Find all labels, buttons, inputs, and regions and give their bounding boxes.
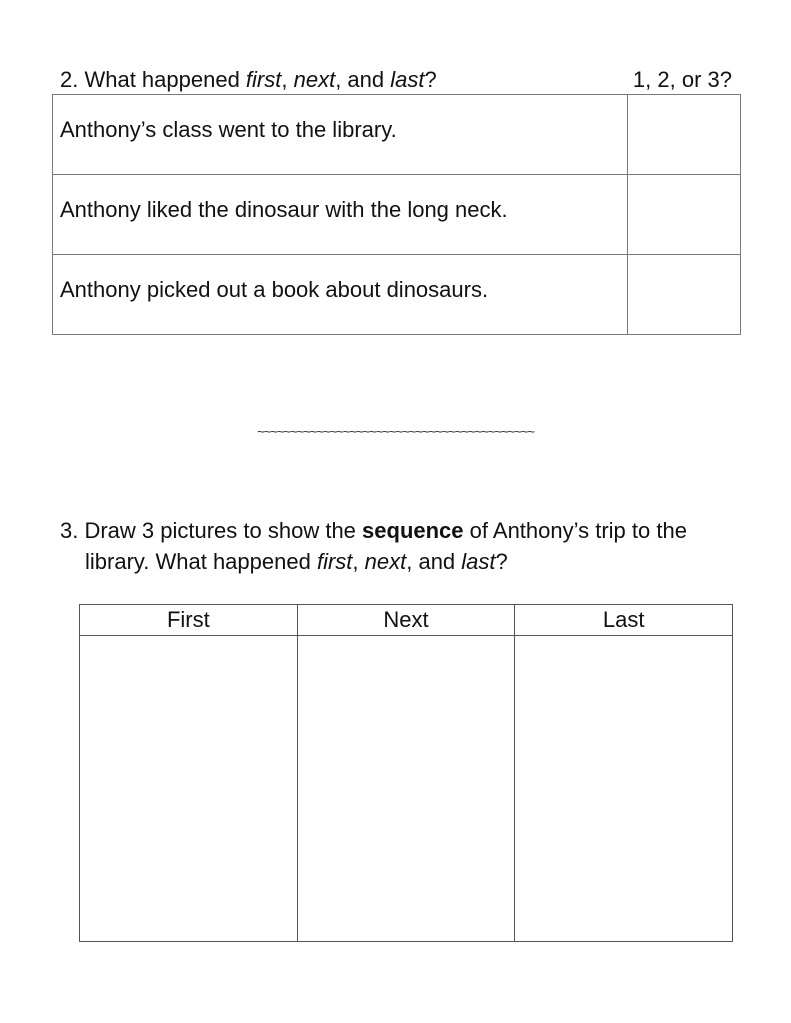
question-2-word-first: first — [245, 67, 282, 92]
question-2-prefix: 2. What happened — [60, 67, 246, 92]
question-3-heading — [60, 515, 750, 577]
answer-column-header: 1, 2, or 3? — [632, 67, 732, 92]
drawing-box-last[interactable] — [515, 636, 733, 942]
table-row — [53, 95, 741, 175]
question-3-line-2 — [60, 546, 750, 577]
question-3-keyword: sequence — [362, 518, 464, 543]
tilde-divider: ~~~~~~~~~~~~~~~~~~~~~~~~~~~~~~~~~~~~~~~~~~ — [257, 424, 534, 439]
event-cell: Anthony’s class went to the library. — [53, 95, 628, 175]
question-3-line-1-suffix: of Anthony’s trip to the — [463, 518, 687, 543]
event-cell: Anthony picked out a book about dinosaurs. — [53, 255, 628, 335]
question-3-line-1 — [60, 515, 750, 546]
question-2-suffix: ? — [424, 67, 437, 92]
question-2-word-last: last — [390, 67, 425, 92]
table-row — [53, 255, 741, 335]
sequence-table — [52, 94, 741, 335]
question-2-word-next: next — [293, 67, 336, 92]
drawing-box-next[interactable] — [297, 636, 515, 942]
column-header-first: First — [80, 605, 298, 636]
drawing-box-first[interactable] — [80, 636, 298, 942]
answer-box[interactable] — [628, 255, 741, 335]
event-cell: Anthony liked the dinosaur with the long neck. — [53, 175, 628, 255]
column-header-last: Last — [515, 605, 733, 636]
question-3-word-first: first — [316, 549, 353, 574]
question-3-word-last: last — [461, 549, 496, 574]
question-2-sep-1: , — [281, 67, 294, 92]
drawing-table — [79, 604, 733, 942]
question-3-line-1-prefix: 3. Draw 3 pictures to show the — [60, 518, 363, 543]
drawing-table-header — [80, 605, 733, 636]
column-header-next: Next — [297, 605, 515, 636]
question-3-line-2-prefix: library. What happened — [85, 549, 317, 574]
question-3-suffix: ? — [495, 549, 508, 574]
question-2-sep-2: , and — [335, 67, 391, 92]
question-3-word-next: next — [364, 549, 407, 574]
answer-box[interactable] — [628, 175, 741, 255]
answer-box[interactable] — [628, 95, 741, 175]
question-2-heading — [60, 66, 437, 94]
table-row — [53, 175, 741, 255]
drawing-row — [80, 636, 733, 942]
question-3-sep-2: , and — [406, 549, 462, 574]
question-3-sep-1: , — [352, 549, 365, 574]
